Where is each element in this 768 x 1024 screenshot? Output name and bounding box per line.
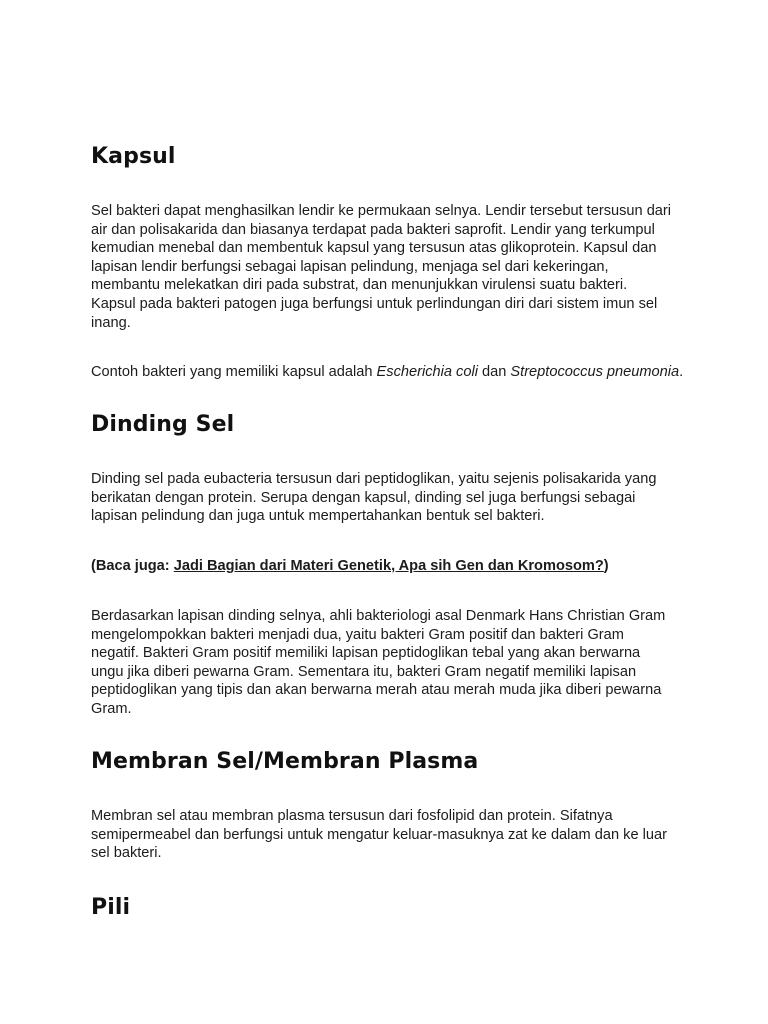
- text-line: Berdasarkan lapisan dinding selnya, ahli bakteriologi asal Denmark Hans Christian Gram: [91, 608, 666, 624]
- text-line: Dinding sel pada eubacteria tersusun dari peptidoglikan, yaitu sejenis polisakarida yang: [91, 471, 657, 487]
- text-line: Gram.: [91, 700, 132, 717]
- text-line: air dan polisakarida dan biasanya terdapat pada bakteri saprofit. Lendir yang terkumpul: [91, 221, 655, 238]
- text-line: lapisan pelindung dan juga untuk mempertahankan bentuk sel bakteri.: [91, 508, 545, 525]
- paragraph-kapsul-description: [91, 202, 671, 332]
- text-line: mengelompokkan bakteri menjadi dua, yaitu bakteri Gram positif dan bakteri Gram: [91, 626, 624, 643]
- heading-pili: Pili: [91, 895, 131, 920]
- text-line: kemudian menebal dan membentuk kapsul yang tersusun atas glikoprotein. Kapsul dan: [91, 240, 657, 257]
- text-line: membantu melekatkan diri pada substrat, dan menunjukkan virulensi suatu bakteri.: [91, 277, 628, 294]
- paragraph-membran-sel-description: [91, 807, 667, 863]
- read-also-prefix: (Baca juga:: [91, 558, 174, 574]
- paragraph-kapsul-examples: [91, 363, 683, 382]
- text-line: ungu jika diberi pewarna Gram. Sementara itu, bakteri Gram negatif memiliki lapisan: [91, 663, 637, 680]
- heading-kapsul: Kapsul: [91, 144, 176, 169]
- paragraph-dinding-sel-description: [91, 470, 656, 526]
- read-also-suffix: ): [603, 558, 609, 574]
- examples-prefix: Contoh bakteri yang memiliki kapsul adalah: [91, 364, 377, 380]
- species-streptococcus-pneumonia: Streptococcus pneumonia: [510, 364, 680, 380]
- text-line: [91, 557, 609, 576]
- text-line: [91, 363, 683, 382]
- text-line: Sel bakteri dapat menghasilkan lendir ke permukaan selnya. Lendir tersebut tersusun dari: [91, 203, 672, 219]
- text-line: berikatan dengan protein. Serupa dengan kapsul, dinding sel juga berfungsi sebagai: [91, 489, 636, 506]
- heading-dinding-sel: Dinding Sel: [91, 412, 235, 437]
- read-also-link[interactable]: Jadi Bagian dari Materi Genetik, Apa sih Gen dan Kromosom?: [173, 558, 604, 574]
- text-line: peptidoglikan yang tipis dan akan berwarna merah atau merah muda jika diberi pewarna: [91, 682, 662, 699]
- species-escherichia-coli: Escherichia coli: [376, 364, 478, 380]
- text-line: Kapsul pada bakteri patogen juga berfungsi untuk perlindungan diri dari sistem imun sel: [91, 295, 658, 312]
- text-line: Membran sel atau membran plasma tersusun dari fosfolipid dan protein. Sifatnya: [91, 808, 613, 824]
- paragraph-gram-classification: [91, 607, 665, 719]
- text-line: semipermeabel dan berfungsi untuk mengatur keluar-masuknya zat ke dalam dan ke luar: [91, 826, 667, 843]
- text-line: sel bakteri.: [91, 845, 162, 862]
- text-line: negatif. Bakteri Gram positif memiliki lapisan peptidoglikan tebal yang akan berwarna: [91, 645, 641, 662]
- read-also-note: [91, 557, 609, 576]
- heading-membran-sel: Membran Sel/Membran Plasma: [91, 749, 479, 774]
- examples-suffix: .: [679, 364, 684, 380]
- examples-middle: dan: [477, 364, 511, 380]
- text-line: inang.: [91, 314, 131, 331]
- text-line: lapisan lendir berfungsi sebagai lapisan pelindung, menjaga sel dari kekeringan,: [91, 258, 609, 275]
